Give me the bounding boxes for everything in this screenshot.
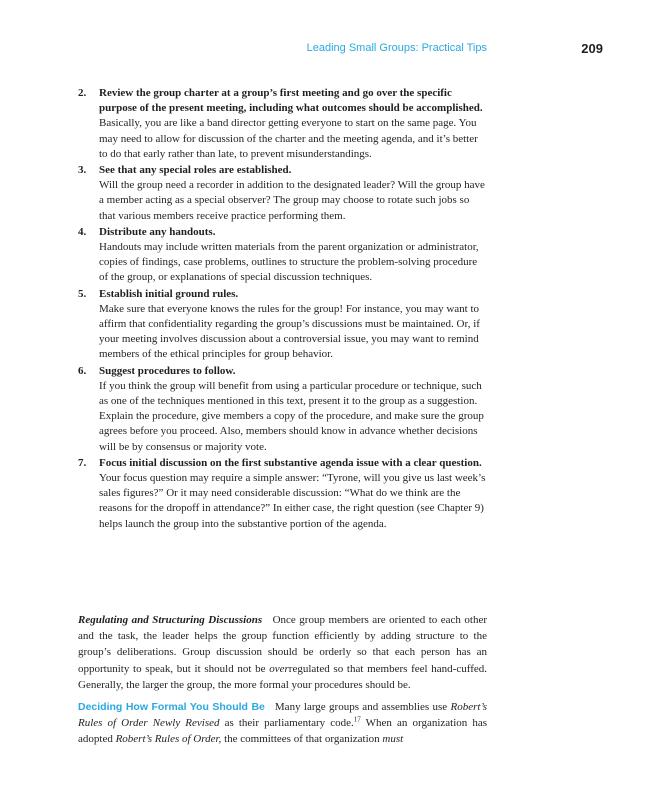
item-number: 3. (78, 164, 87, 177)
deciding-text: the committees of that organization (224, 733, 380, 746)
regulating-runin-heading: Regulating and Structuring Discussions (78, 614, 263, 626)
deciding-text: When an organization has adopted (78, 717, 488, 746)
item-body: Will the group need a recorder in addition to the designated leader? Will the group have a member acting as a special observer? The group may choose to rotate such jobs so that various members receive practice performing them. (99, 179, 485, 222)
deciding-text: as their parliamentary code. (224, 717, 354, 730)
item-number: 7. (78, 456, 87, 469)
deciding-emphasis: must (382, 733, 404, 746)
item-heading: Focus initial discussion on the first substantive agenda issue with a clear question. (99, 456, 482, 469)
footnote-marker: 17 (353, 715, 361, 724)
item-number: 6. (78, 364, 87, 377)
list-item (78, 163, 488, 224)
list-item (78, 287, 488, 363)
item-heading: Distribute any handouts. (99, 225, 216, 238)
item-body: Your focus question may require a simple answer: “Tyrone, will you give us last week’s sales figures?” Or it may need considerable discussion: “What do we think are the reasons for the dropoff in attendance?” In either case, the right question (see Chapter 9) helps launch the group into the substantive portion of the agenda. (99, 472, 486, 530)
item-number: 4. (78, 225, 87, 238)
deciding-text: Many large groups and assemblies use (274, 701, 448, 713)
list-item (78, 86, 488, 162)
item-heading: Suggest procedures to follow. (99, 364, 236, 377)
item-body: If you think the group will benefit from using a particular procedure or technique, such as one of the techniques mentioned in this text, present it to the group as a suggestion. Explain the procedure, give members a copy of the procedure, and make sure the group agrees before you proceed. Also, members should know in advance whether decisions will be by consensus or majority vote. (99, 379, 484, 453)
running-title: Leading Small Groups: Practical Tips (306, 42, 487, 54)
regulating-text-end: regulated so that members feel hand-cuffed. Generally, the larger the group, the more formal your procedures should be. (78, 662, 487, 691)
regulating-paragraph (78, 612, 487, 693)
list-item (78, 364, 488, 455)
item-number: 5. (78, 287, 87, 300)
item-heading: See that any special roles are established. (99, 164, 292, 177)
deciding-runin-heading: Deciding How Formal You Should Be (78, 701, 265, 713)
item-heading: Review the group charter at a group’s first meeting and go over the specific purpose of the present meeting, including what outcomes should be accomplished. (99, 87, 483, 115)
list-item (78, 456, 488, 532)
book-title: Robert’s Rules of Order Newly Revised (78, 701, 487, 730)
book-title: Robert’s Rules of Order, (115, 733, 222, 746)
deciding-paragraph (78, 699, 487, 748)
item-heading: Establish initial ground rules. (99, 287, 239, 300)
list-item (78, 225, 488, 286)
item-number: 2. (78, 87, 87, 99)
regulating-text: Once group members are oriented to each other and the task, the leader helps the group function efficiently by adding structure to the group’s deliberations. Group discussion should be orderly so that each person has an opportunity to speak, but it should not be (78, 614, 488, 675)
running-head (0, 42, 645, 62)
tips-list (78, 86, 488, 533)
item-body: Handouts may include written materials from the parent organization or administrator, copies of findings, case problems, outlines to structure the problem-solving procedure of the group, or explanations of special discussion techniques. (99, 241, 479, 284)
regulating-emphasis: over (269, 662, 289, 675)
page-number: 209 (581, 41, 603, 56)
item-body: Make sure that everyone knows the rules for the group! For instance, you may want to affirm that confidentiality regarding the group’s discussions must be maintained. Or, if your meeting involves discussion about a controversial issue, you may want to remind members of the ethical principles for group behavior. (99, 302, 480, 361)
item-body: Basically, you are like a band director getting everyone to start on the same page. You may need to allow for discussion of the charter and the meeting agenda, and it’s better to do that early rather than late, to prevent misunderstandings. (99, 117, 478, 160)
